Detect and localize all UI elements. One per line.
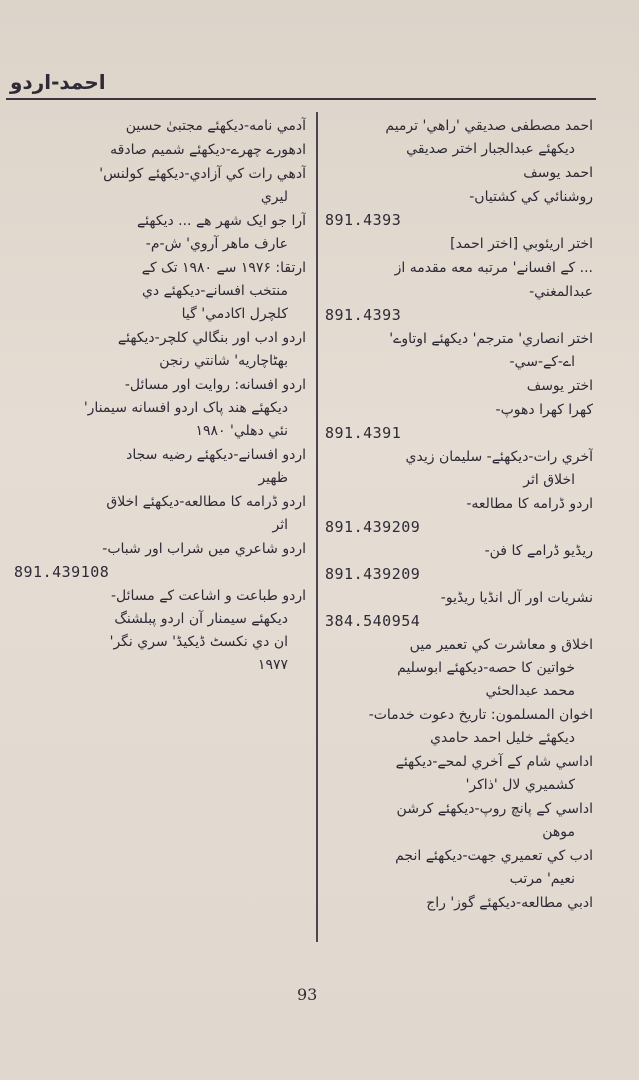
entry-line: نئي دهلي' ۱۹۸۰ <box>195 423 288 439</box>
entry-line: نعيم' مرتب <box>509 871 575 887</box>
entry-line: اختر يوسف <box>526 378 593 394</box>
index-entry <box>14 210 306 256</box>
index-entry <box>14 491 306 537</box>
entry-line: احمد يوسف <box>523 165 593 181</box>
index-entry <box>325 115 593 161</box>
entry-line: اردو افسانه: روايت اور مسائل- <box>124 377 306 393</box>
entry-line: كلچرل اكادمي' گيا <box>181 306 288 322</box>
index-entry <box>325 845 593 891</box>
entry-line: ظهير <box>258 470 288 486</box>
entry-line: آخري رات-ديكهئے- سليمان زيدي <box>405 449 593 465</box>
entry-line: موهن <box>542 824 575 840</box>
entry-line: اداسي شام كے آخري لمحے-ديكهئے <box>395 754 593 770</box>
index-entry <box>14 327 306 373</box>
index-entry <box>14 115 306 138</box>
entry-line: ادهورے چهرے-ديكهئے شميم صادقه <box>110 142 306 158</box>
entry-line: روشنائي كي كشتياں- <box>469 189 593 205</box>
entry-line: اردو افسانے-ديكهئے رضيه سجاد <box>126 447 306 463</box>
entry-line: آدمي نامه-ديكهئے مجتبىٰ حسين <box>125 118 306 134</box>
entry-line: ليري <box>260 189 288 205</box>
classification-number: 384.540954 <box>325 612 421 630</box>
column-divider <box>316 112 318 942</box>
classification-number: 891.439209 <box>325 518 421 536</box>
entry-line: ادب كي تعميري جهت-ديكهئے انجم <box>395 848 593 864</box>
index-entry <box>325 892 593 915</box>
running-header-title: احمد-اردو <box>10 70 106 94</box>
index-entry <box>325 257 593 280</box>
entry-line: عارف ماهر آروي' ش-م- <box>145 236 288 252</box>
entry-line: اخلاق و معاشرت كي تعمير ميں <box>409 637 593 653</box>
entry-line: اردو ڈرامه كا مطالعه- <box>466 496 593 512</box>
entry-line: ديكهئے سيمنار آن اردو پبلشنگ <box>114 611 288 627</box>
entry-line: محمد عبدالحئي <box>485 683 575 699</box>
index-entry <box>14 444 306 490</box>
index-entry <box>14 538 306 584</box>
entry-line: آرا جو ايک شهر هے ... ديكهئے <box>136 213 306 229</box>
index-entry <box>14 163 306 209</box>
classification-number: 891.439108 <box>14 563 110 581</box>
classification-number: 891.439209 <box>325 565 421 583</box>
entry-line: احمد مصطفى صديقي 'راهي' ترميم <box>385 118 593 134</box>
right-column <box>325 115 593 916</box>
header-rule <box>6 98 596 100</box>
index-entry <box>14 139 306 162</box>
index-entry <box>325 446 593 492</box>
entry-line: ان دي نكسٹ ڈيكيڈ' سري نگر' <box>109 634 288 650</box>
index-entry <box>14 374 306 443</box>
entry-line: ديكهئے هند پاک اردو افسانه سيمنار' <box>83 400 288 416</box>
entry-line: اردو شاعري ميں شراب اور شباب- <box>102 541 306 557</box>
entry-line: اخوان المسلمون: تاريخ دعوت خدمات- <box>368 707 593 723</box>
entry-line: ديكهئے عبدالجبار اختر صديقي <box>406 141 575 157</box>
classification-number: 891.4393 <box>325 211 402 229</box>
entry-line: اردو ڈرامه كا مطالعه-ديكهئے اخلاق <box>106 494 306 510</box>
index-entry <box>325 162 593 185</box>
entry-line: خواتين كا حصه-ديكهئے ابوسليم <box>397 660 575 676</box>
entry-line: كشميري لال 'ذاكر' <box>465 777 575 793</box>
entry-line: كهرا كهرا دهوپ- <box>495 402 593 418</box>
index-entry <box>325 281 593 327</box>
entry-line: نشريات اور آل انڈيا ريڈيو- <box>440 590 593 606</box>
index-entry <box>14 257 306 326</box>
entry-line: ۱۹۷۷ <box>257 657 288 673</box>
index-entry <box>325 186 593 232</box>
page-number: 93 <box>297 985 318 1004</box>
index-entry <box>325 328 593 374</box>
index-entry <box>14 585 306 677</box>
index-entry <box>325 798 593 844</box>
entry-line: عبدالمغني- <box>529 284 593 300</box>
entry-line: اختر اريئوبي [اختر احمد] <box>450 236 593 252</box>
index-entry <box>325 233 593 256</box>
index-entry <box>325 587 593 633</box>
entry-line: اختر انصاري' مترجم' ديكهئے اوتاوے' <box>389 331 593 347</box>
entry-line: اخلاق اثر <box>523 472 575 488</box>
entry-line: ريڈيو ڈرامے كا فن- <box>484 543 593 559</box>
entry-line: ارتقا: ۱۹۷۶ سے ۱۹۸۰ تک كے <box>141 260 306 276</box>
entry-line: منتخب افسانے-ديكهئے دي <box>141 283 288 299</box>
index-entry <box>325 399 593 445</box>
classification-number: 891.4393 <box>325 306 402 324</box>
entry-line: اے-كے-سي- <box>509 354 575 370</box>
entry-line: ديكهئے خليل احمد حامدي <box>430 730 575 746</box>
left-column <box>14 115 306 678</box>
classification-number: 891.4391 <box>325 424 402 442</box>
entry-line: اردو طباعت و اشاعت كے مسائل- <box>110 588 306 604</box>
index-entry <box>325 704 593 750</box>
entry-line: اردو ادب اور بنگالي كلچر-ديكهئے <box>117 330 306 346</box>
entry-line: اداسي كے پانچ روپ-ديكهئے كرشن <box>396 801 593 817</box>
entry-line: ... كے افسانے' مرتبه معه مقدمه از <box>394 260 593 276</box>
entry-line: ادبي مطالعه-ديكهئے گوز' راج <box>426 895 593 911</box>
entry-line: آدهي رات كي آزادي-ديكهئے كولنس' <box>99 166 306 182</box>
index-entry <box>325 493 593 539</box>
index-entry <box>325 540 593 586</box>
index-entry <box>325 751 593 797</box>
entry-line: اثر <box>272 517 288 533</box>
index-entry <box>325 375 593 398</box>
entry-line: بهٹاچاريه' شانتي رنجن <box>159 353 288 369</box>
index-entry <box>325 634 593 703</box>
